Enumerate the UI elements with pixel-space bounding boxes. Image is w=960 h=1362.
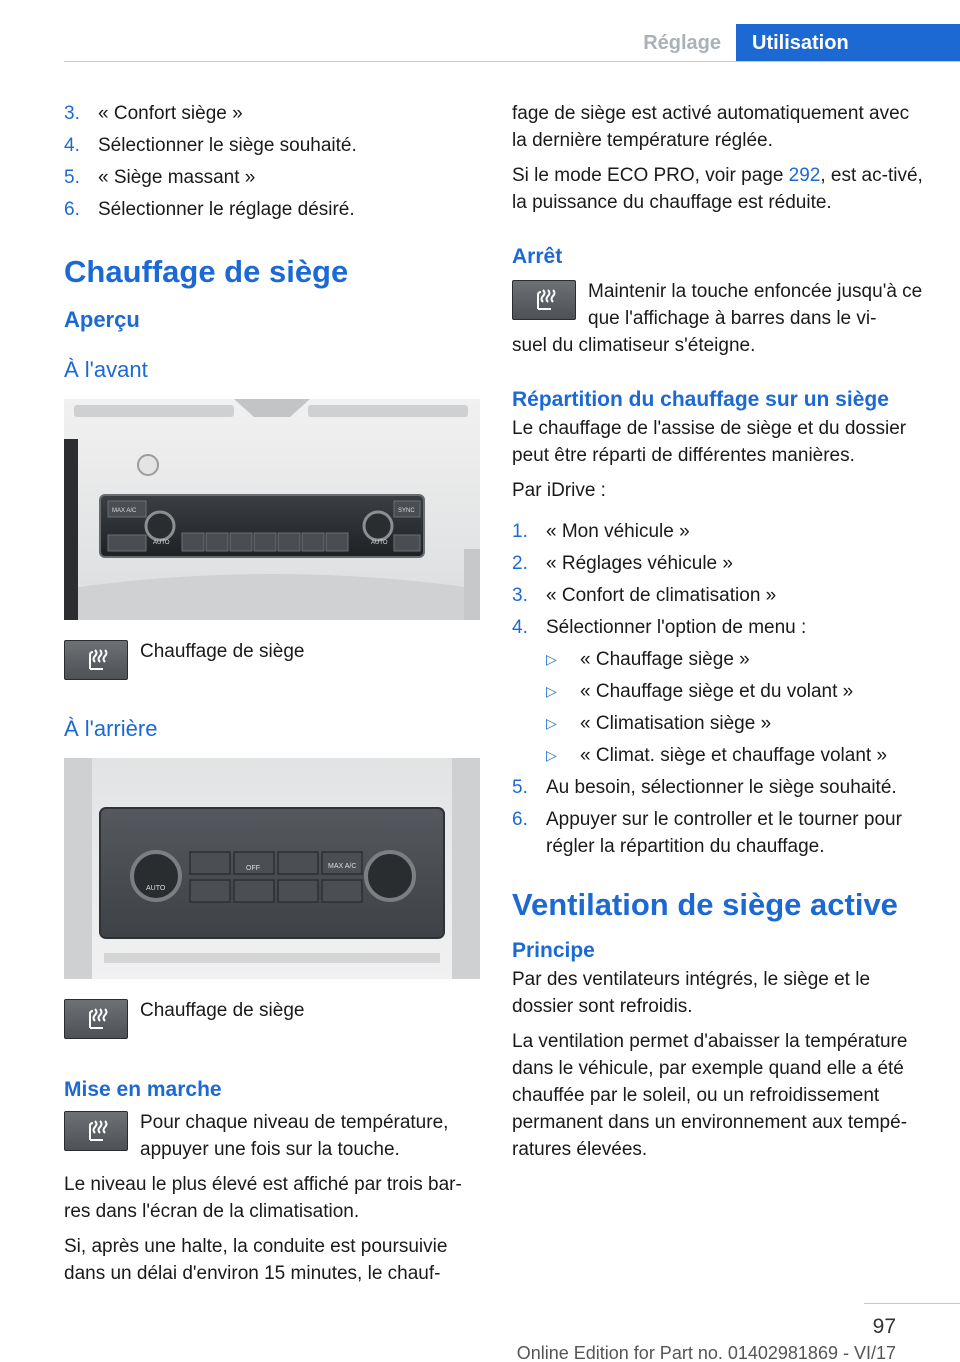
- list-item: ▷ « Chauffage siège »: [546, 649, 750, 670]
- seat-heating-icon: [512, 280, 576, 320]
- header-section[interactable]: Réglage: [643, 32, 721, 54]
- steps-list-right-2: [512, 774, 928, 860]
- front-btn-auto-right: AUTO: [371, 540, 388, 546]
- paragraph: Si, après une halte, la conduite est poursuivie dans un délai d'environ 15 minutes, le chauf-: [64, 1236, 448, 1284]
- rear-seat-heat-row: [64, 997, 480, 1039]
- rear-btn-maxac: MAX A/C: [328, 863, 357, 870]
- seat-heating-icon: [64, 999, 128, 1039]
- list-item: 6. Appuyer sur le controller et le tourner pour régler la répartition du chauffage.: [512, 809, 902, 857]
- page-link[interactable]: 292: [788, 165, 821, 186]
- on-row: [64, 1109, 480, 1163]
- rear-console-illustration: [64, 758, 480, 979]
- list-item: 5. Au besoin, sélectionner le siège souhaité.: [512, 777, 897, 798]
- footer-rule: [864, 1303, 960, 1304]
- off-text-cont: suel du climatiseur s'éteigne.: [512, 335, 756, 356]
- steps-list-right: [512, 518, 928, 641]
- seat-heating-icon: [64, 640, 128, 680]
- page-number: 97: [872, 1315, 896, 1338]
- off-heading: Arrêt: [512, 245, 563, 268]
- header-chapter[interactable]: Utilisation: [736, 24, 960, 62]
- front-btn-maxac: MAX A/C: [112, 508, 137, 514]
- paragraph: La ventilation permet d'abaisser la température dans le véhicule, par exemple quand elle a été chauffée par le soleil, ou un refroidissement permanent dans un environnement aux tempé-ratures élevées.: [512, 1031, 908, 1160]
- list-item: ▷ « Chauffage siège et du volant »: [546, 681, 854, 702]
- list-item: 3. « Confort de climatisation »: [512, 585, 777, 606]
- on-heading: Mise en marche: [64, 1078, 222, 1101]
- subsection-apercu: Aperçu: [64, 307, 140, 332]
- rear-console-photo: [64, 758, 480, 979]
- paragraph: Le chauffage de l'assise de siège et du dossier peut être réparti de différentes manières.: [512, 418, 907, 466]
- paragraph: Le niveau le plus élevé est affiché par trois bar-res dans l'écran de la climatisation.: [64, 1174, 462, 1222]
- off-text: Maintenir la touche enfoncée jusqu'à ce que l'affichage à barres dans le vi-: [588, 281, 923, 329]
- rear-caption: Chauffage de siège: [140, 1000, 305, 1021]
- page-header: [0, 24, 960, 62]
- list-item: 4. Sélectionner le siège souhaité.: [64, 135, 357, 156]
- paragraph: Par des ventilateurs intégrés, le siège et le dossier sont refroidis.: [512, 969, 871, 1017]
- section-title: Chauffage de siège: [64, 254, 349, 289]
- rep-heading: Répartition du chauffage sur un siège: [512, 388, 889, 411]
- seat-heating-icon: [64, 1111, 128, 1151]
- header-rule: [64, 61, 960, 62]
- rear-btn-auto: AUTO: [146, 885, 166, 892]
- front-seat-heat-row: [64, 638, 480, 680]
- list-item: 3. « Confort siège »: [64, 103, 243, 124]
- paragraph-eco: Si le mode ECO PRO, voir page 292, est ac-tivé, la puissance du chauffage est réduite.: [512, 165, 923, 213]
- list-item: ▷ « Climat. siège et chauffage volant »: [546, 745, 888, 766]
- front-btn-auto-left: AUTO: [153, 540, 170, 546]
- front-caption: Chauffage de siège: [140, 641, 305, 662]
- rear-heading: À l'arrière: [64, 716, 158, 741]
- list-item: 1. « Mon véhicule »: [512, 521, 690, 542]
- right-column: [512, 100, 928, 1171]
- front-console-photo: [64, 399, 480, 620]
- principe-heading: Principe: [512, 939, 595, 962]
- list-item: 2. « Réglages véhicule »: [512, 553, 733, 574]
- left-column: [64, 100, 480, 1295]
- paragraph: fage de siège est activé automatiquement avec la dernière température réglée.: [512, 103, 910, 151]
- sub-steps-list: [512, 646, 928, 769]
- steps-list-left: [64, 100, 480, 223]
- front-heading: À l'avant: [64, 357, 148, 382]
- idrive-label: Par iDrive :: [512, 480, 606, 501]
- list-item: ▷ « Climatisation siège »: [546, 713, 772, 734]
- front-console-illustration: [64, 399, 480, 620]
- front-btn-sync: SYNC: [398, 508, 415, 514]
- edition-text: Online Edition for Part no. 01402981869 - VI/17: [516, 1343, 896, 1362]
- vent-title: Ventilation de siège active: [512, 887, 898, 922]
- on-text: Pour chaque niveau de température, appuyer une fois sur la touche.: [140, 1112, 449, 1160]
- list-item: 5. « Siège massant »: [64, 167, 256, 188]
- off-row: [512, 278, 928, 332]
- list-item: 6. Sélectionner le réglage désiré.: [64, 199, 355, 220]
- list-item: 4. Sélectionner l'option de menu :: [512, 617, 807, 638]
- rear-btn-off: OFF: [246, 865, 260, 872]
